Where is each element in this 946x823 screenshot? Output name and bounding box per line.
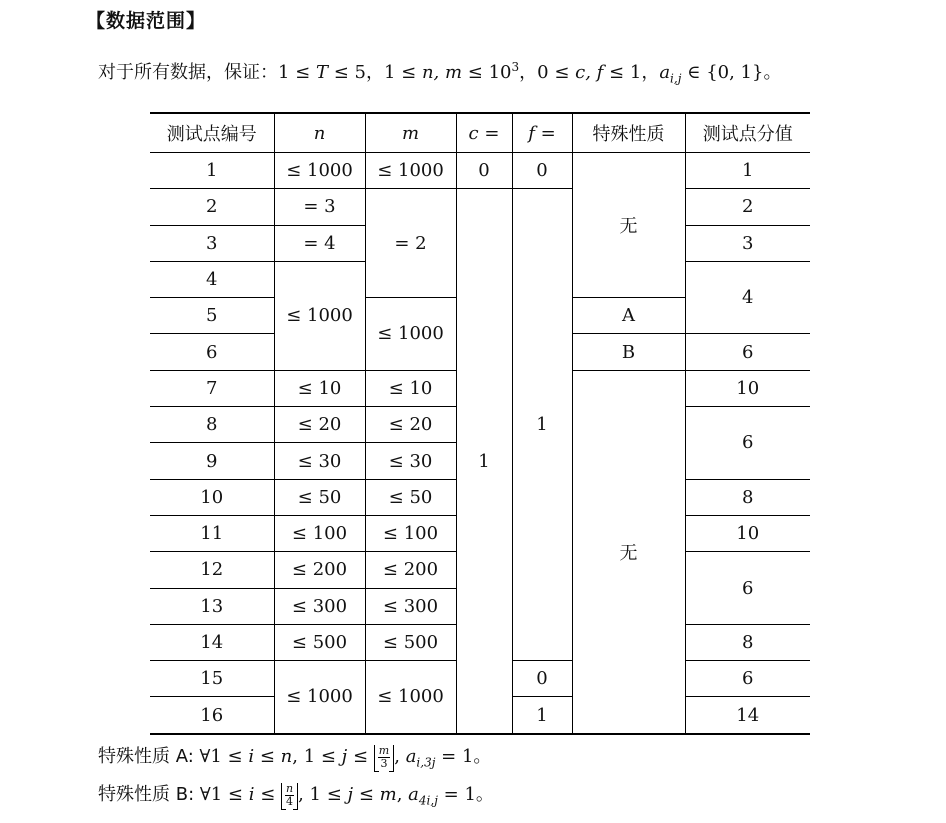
constraint-a-var: a (659, 62, 671, 83)
cell-id: 15 (150, 661, 274, 697)
note-a-floor (374, 745, 394, 770)
note-b-j-lower: , 1 ≤ (298, 784, 348, 805)
header-test-id: 测试点编号 (150, 113, 274, 153)
header-m: m (365, 113, 456, 153)
cell-id: 3 (150, 225, 274, 261)
cell-c: 0 (456, 153, 512, 189)
note-b-comma: , (396, 784, 409, 805)
cell-m: ≤ 1000 (365, 153, 456, 189)
cell-score: 10 (685, 370, 810, 406)
header-n: n (274, 113, 365, 153)
cell-id: 4 (150, 261, 274, 297)
cell-score: 3 (685, 225, 810, 261)
note-a-var-j: j (341, 746, 348, 767)
cell-score: 2 (685, 189, 810, 225)
note-a-fraction (378, 745, 390, 770)
cell-m: ≤ 10 (365, 370, 456, 406)
note-b-leq2: ≤ (353, 784, 380, 805)
data-range-table-wrap (150, 112, 810, 726)
constraint-a-set: ∈ {0, 1} (681, 62, 764, 83)
note-special-a (98, 742, 491, 770)
cell-id: 10 (150, 479, 274, 515)
cell-m: ≤ 1000 (365, 661, 456, 734)
cell-n: = 4 (274, 225, 365, 261)
constraint-nm-lower: 1 ≤ (383, 62, 422, 83)
cell-id: 11 (150, 515, 274, 551)
note-a-eq: = 1 (435, 746, 474, 767)
constraint-nm-var: n, m (421, 62, 463, 83)
cell-m: ≤ 50 (365, 479, 456, 515)
note-b-frac-den: 4 (286, 794, 294, 808)
note-a-forall: ∀1 ≤ (199, 746, 249, 767)
cell-f: 0 (512, 153, 572, 189)
cell-n: ≤ 50 (274, 479, 365, 515)
cell-score: 6 (685, 334, 810, 370)
cell-score: 8 (685, 479, 810, 515)
cell-score: 6 (685, 407, 810, 480)
note-b-sub: 4i,j (418, 793, 438, 808)
note-a-frac-den: 3 (380, 756, 388, 770)
constraint-cf-lower: 0 ≤ (537, 62, 576, 83)
section-title: 【数据范围】 (86, 10, 207, 32)
constraint-t-upper: ≤ 5 (328, 62, 366, 83)
constraint-a-sub: i,j (670, 71, 682, 86)
cell-n: ≤ 20 (274, 407, 365, 443)
cell-special: A (572, 298, 685, 334)
note-b-eq: = 1 (437, 784, 476, 805)
data-range-table (150, 112, 810, 735)
constraint-end: 。 (763, 62, 782, 83)
constraint-nm-exp: 3 (511, 60, 520, 74)
header-c: c = (456, 113, 512, 153)
cell-id: 8 (150, 407, 274, 443)
constraint-cf-var: c, f (575, 62, 604, 83)
cell-special: 无 (572, 153, 685, 298)
cell-m: ≤ 100 (365, 515, 456, 551)
note-special-b (98, 780, 494, 808)
cell-score: 6 (685, 661, 810, 697)
note-a-var-a: a (405, 746, 417, 767)
global-constraint (98, 58, 781, 84)
cell-id: 6 (150, 334, 274, 370)
cell-id: 1 (150, 153, 274, 189)
cell-n: ≤ 300 (274, 588, 365, 624)
cell-id: 16 (150, 697, 274, 734)
cell-m: ≤ 30 (365, 443, 456, 479)
cell-id: 12 (150, 552, 274, 588)
header-special: 特殊性质 (572, 113, 685, 153)
constraint-nm-upper: ≤ 10 (462, 62, 512, 83)
header-f: f = (512, 113, 572, 153)
cell-n: ≤ 10 (274, 370, 365, 406)
cell-special: 无 (572, 370, 685, 733)
cell-id: 9 (150, 443, 274, 479)
note-a-leq: ≤ (254, 746, 281, 767)
cell-m: ≤ 1000 (365, 298, 456, 371)
constraint-sep: ， (365, 62, 384, 83)
cell-id: 7 (150, 370, 274, 406)
note-b-var-m: m (379, 784, 397, 805)
cell-id: 2 (150, 189, 274, 225)
cell-score: 10 (685, 515, 810, 551)
note-a-frac-num: m (378, 743, 390, 757)
constraint-cf-upper: ≤ 1 (603, 62, 642, 83)
cell-id: 14 (150, 624, 274, 660)
cell-c: 1 (456, 189, 512, 734)
cell-f: 1 (512, 697, 572, 734)
note-b-forall: ∀1 ≤ (199, 784, 249, 805)
constraint-t-var: T (315, 62, 328, 83)
constraint-sep: ， (641, 62, 660, 83)
cell-m: ≤ 200 (365, 552, 456, 588)
constraint-t-lower: 1 ≤ (278, 62, 316, 83)
cell-id: 5 (150, 298, 274, 334)
cell-n: ≤ 1000 (274, 261, 365, 370)
note-b-var-a: a (408, 784, 419, 805)
cell-score: 1 (685, 153, 810, 189)
note-b-label: 特殊性质 B: (98, 784, 200, 805)
cell-special: B (572, 334, 685, 370)
note-a-sub: i,3j (416, 755, 436, 770)
note-a-comma: , (394, 746, 406, 767)
table-row (150, 189, 810, 225)
note-b-floor (281, 783, 298, 808)
note-a-leq2: ≤ (347, 746, 374, 767)
cell-n: ≤ 1000 (274, 661, 365, 734)
cell-f: 0 (512, 661, 572, 697)
cell-n: ≤ 100 (274, 515, 365, 551)
cell-score: 4 (685, 261, 810, 334)
cell-m: ≤ 500 (365, 624, 456, 660)
note-a-j-lower: , 1 ≤ (292, 746, 342, 767)
cell-n: ≤ 500 (274, 624, 365, 660)
cell-n: ≤ 30 (274, 443, 365, 479)
cell-n: ≤ 1000 (274, 153, 365, 189)
cell-score: 6 (685, 552, 810, 625)
constraint-sep: ， (519, 62, 538, 83)
cell-n: ≤ 200 (274, 552, 365, 588)
cell-id: 13 (150, 588, 274, 624)
cell-m: ≤ 20 (365, 407, 456, 443)
cell-m: ≤ 300 (365, 588, 456, 624)
cell-score: 8 (685, 624, 810, 660)
note-b-fraction (285, 783, 294, 808)
table-header-row (150, 113, 810, 153)
cell-f: 1 (512, 189, 572, 661)
note-a-end: 。 (473, 746, 492, 767)
header-score: 测试点分值 (685, 113, 810, 153)
cell-score: 14 (685, 697, 810, 734)
note-a-label: 特殊性质 A: (98, 746, 200, 767)
note-b-end: 。 (475, 784, 494, 805)
note-a-var-i: i (248, 746, 255, 767)
note-b-var-i: i (248, 784, 255, 805)
table-row (150, 153, 810, 189)
note-a-var-n: n (280, 746, 293, 767)
cell-n: = 3 (274, 189, 365, 225)
constraint-prefix: 对于所有数据，保证： (98, 62, 278, 83)
note-b-leq: ≤ (254, 784, 281, 805)
cell-m: = 2 (365, 189, 456, 298)
note-b-var-j: j (347, 784, 354, 805)
note-b-frac-num: n (286, 781, 294, 795)
